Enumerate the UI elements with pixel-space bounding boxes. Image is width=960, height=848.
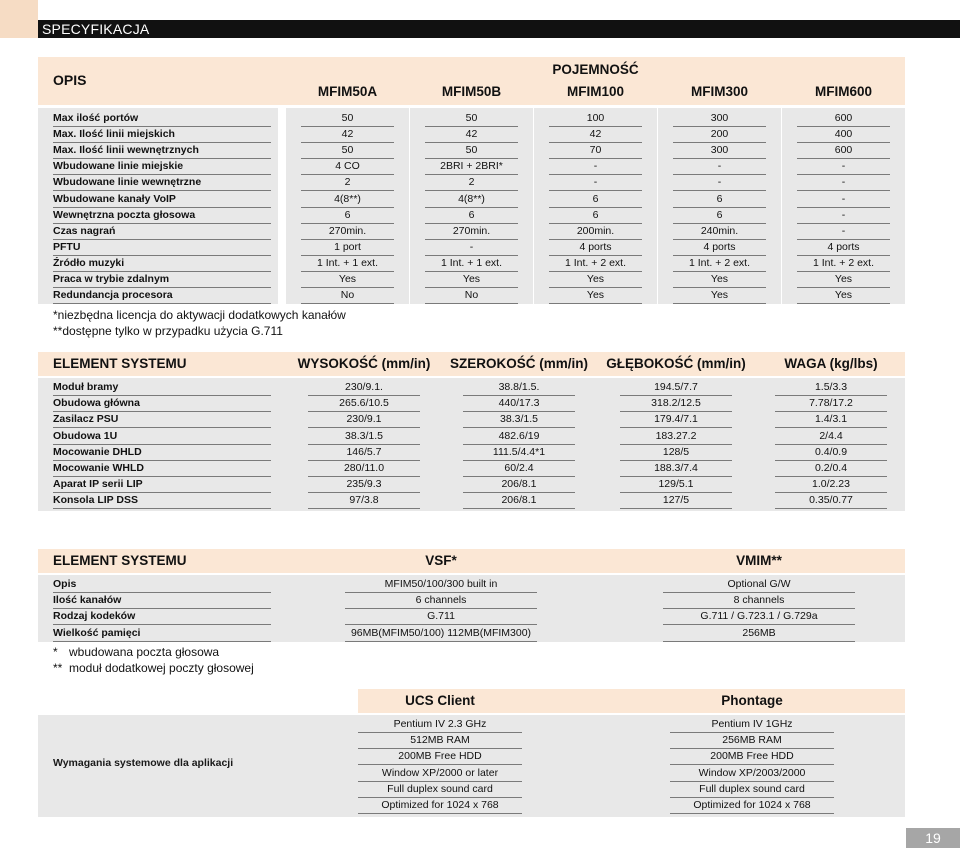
dimension-cell: 7.78/17.2 — [775, 395, 887, 412]
capacity-cell: - — [425, 239, 518, 256]
capacity-row-label: Redundancja procesora — [53, 287, 271, 304]
dimension-cell: 440/17.3 — [463, 395, 575, 412]
capacity-cell: - — [673, 158, 766, 175]
dimension-cell: 230/9.1. — [308, 379, 420, 396]
header-bar — [38, 20, 960, 38]
ucs-client-header: UCS Client — [405, 693, 475, 708]
voicemail-row-label: Rodzaj kodeków — [53, 608, 271, 625]
capacity-row-label: Wewnętrzna poczta głosowa — [53, 207, 271, 224]
model-header-1: MFIM50A — [317, 84, 378, 99]
capacity-cell: 4(8**) — [301, 191, 394, 208]
phontage-requirement: 256MB RAM — [670, 732, 834, 749]
capacity-cell: 4 CO — [301, 158, 394, 175]
capacity-cell: No — [301, 287, 394, 304]
capacity-cell: No — [425, 287, 518, 304]
ucs-requirement: Full duplex sound card — [358, 781, 522, 798]
capacity-cell: Yes — [797, 271, 890, 288]
dimension-cell: 38.3/1.5 — [308, 428, 420, 445]
voicemail-cell: MFIM50/100/300 built in — [345, 576, 537, 593]
phontage-requirement: Optimized for 1024 x 768 — [670, 797, 834, 814]
dimension-row-label: Zasilacz PSU — [53, 411, 271, 428]
capacity-cell: 70 — [549, 142, 642, 159]
capacity-cell: 50 — [301, 142, 394, 159]
capacity-row-label: Wbudowane linie wewnętrzne — [53, 174, 271, 191]
dimension-column-header-2: SZEROKOŚĆ (mm/in) — [449, 356, 588, 371]
capacity-note-2: **dostępne tylko w przypadku użycia G.711 — [53, 324, 283, 338]
capacity-cell: 4(8**) — [425, 191, 518, 208]
capacity-cell: - — [797, 174, 890, 191]
dimension-cell: 1.5/3.3 — [775, 379, 887, 396]
capacity-cell: 2BRI + 2BRI* — [425, 158, 518, 175]
dimension-cell: 146/5.7 — [308, 444, 420, 461]
voicemail-note-mark: ** — [53, 661, 63, 675]
model-header-2: MFIM50B — [441, 84, 502, 99]
capacity-cell: 270min. — [301, 223, 394, 240]
dimension-cell: 0.2/0.4 — [775, 460, 887, 477]
voicemail-cell: Optional G/W — [663, 576, 855, 593]
dimension-row-label: Obudowa 1U — [53, 428, 271, 445]
capacity-cell: 42 — [549, 126, 642, 143]
capacity-cell: 200 — [673, 126, 766, 143]
capacity-cell: 6 — [673, 207, 766, 224]
dimension-cell: 127/5 — [620, 492, 732, 509]
capacity-note-1: *niezbędna licencja do aktywacji dodatkowych kanałów — [53, 308, 346, 322]
dimension-cell: 0.35/0.77 — [775, 492, 887, 509]
voicemail-row-label: Ilość kanałów — [53, 592, 271, 609]
phontage-requirement: Full duplex sound card — [670, 781, 834, 798]
capacity-cell: 300 — [673, 110, 766, 127]
phontage-requirement: 200MB Free HDD — [670, 748, 834, 765]
capacity-cell: - — [797, 158, 890, 175]
capacity-cell: 600 — [797, 142, 890, 159]
capacity-cell: 42 — [301, 126, 394, 143]
capacity-cell: 600 — [797, 110, 890, 127]
dimension-cell: 280/11.0 — [308, 460, 420, 477]
ucs-requirement: 200MB Free HDD — [358, 748, 522, 765]
dimension-cell: 129/5.1 — [620, 476, 732, 493]
voicemail-note-text: wbudowana poczta głosowa — [69, 645, 220, 659]
dimension-cell: 188.3/7.4 — [620, 460, 732, 477]
phontage-header: Phontage — [721, 693, 783, 708]
capacity-cell: 1 port — [301, 239, 394, 256]
voicemail-cell: 6 channels — [345, 592, 537, 609]
capacity-cell: Yes — [673, 287, 766, 304]
dimensions-element-label: ELEMENT SYSTEMU — [53, 356, 187, 371]
capacity-cell: 100 — [549, 110, 642, 127]
dimension-row-label: Moduł bramy — [53, 379, 271, 396]
capacity-cell: 4 ports — [549, 239, 642, 256]
capacity-row-label: Max. Ilość linii wewnętrznych — [53, 142, 271, 159]
dimension-cell: 128/5 — [620, 444, 732, 461]
capacity-row-label: Praca w trybie zdalnym — [53, 271, 271, 288]
ucs-requirement: Window XP/2000 or later — [358, 765, 522, 782]
dimension-column-header-1: WYSOKOŚĆ (mm/in) — [297, 356, 431, 371]
capacity-cell: - — [797, 207, 890, 224]
capacity-cell: 400 — [797, 126, 890, 143]
dimension-cell: 0.4/0.9 — [775, 444, 887, 461]
requirements-row-label: Wymagania systemowe dla aplikacji — [53, 757, 234, 769]
capacity-row-label: Wbudowane kanały VoIP — [53, 191, 271, 208]
dimension-cell: 111.5/4.4*1 — [463, 444, 575, 461]
capacity-cell: 50 — [301, 110, 394, 127]
dimension-cell: 482.6/19 — [463, 428, 575, 445]
dimension-column-header-3: GŁĘBOKOŚĆ (mm/in) — [606, 356, 746, 371]
dimension-cell: 97/3.8 — [308, 492, 420, 509]
capacity-cell: 4 ports — [673, 239, 766, 256]
capacity-cell: Yes — [425, 271, 518, 288]
dimension-cell: 60/2.4 — [463, 460, 575, 477]
dimension-row-label: Mocowanie DHLD — [53, 444, 271, 461]
capacity-cell: 2 — [425, 174, 518, 191]
capacity-cell: 270min. — [425, 223, 518, 240]
capacity-cell: 240min. — [673, 223, 766, 240]
dimension-cell: 235/9.3 — [308, 476, 420, 493]
capacity-cell: Yes — [549, 287, 642, 304]
dimension-cell: 2/4.4 — [775, 428, 887, 445]
model-header-4: MFIM300 — [690, 84, 748, 99]
dimension-row-label: Aparat IP serii LIP — [53, 476, 271, 493]
dimension-cell: 194.5/7.7 — [620, 379, 732, 396]
dimension-cell: 179.4/7.1 — [620, 411, 732, 428]
dimension-cell: 183.27.2 — [620, 428, 732, 445]
capacity-cell: 1 Int. + 1 ext. — [425, 255, 518, 272]
voicemail-row-label: Wielkość pamięci — [53, 625, 271, 642]
voicemail-note-mark: * — [53, 645, 58, 659]
voicemail-element-label: ELEMENT SYSTEMU — [53, 553, 187, 568]
capacity-row-label: Źródło muzyki — [53, 255, 271, 272]
capacity-cell: - — [673, 174, 766, 191]
dimension-column-header-4: WAGA (kg/lbs) — [784, 356, 878, 371]
ucs-requirement: Optimized for 1024 x 768 — [358, 797, 522, 814]
capacity-group-label: POJEMNOŚĆ — [552, 62, 639, 77]
capacity-cell: 6 — [301, 207, 394, 224]
capacity-cell: 4 ports — [797, 239, 890, 256]
capacity-cell: - — [549, 158, 642, 175]
capacity-cell: - — [549, 174, 642, 191]
dimension-cell: 318.2/12.5 — [620, 395, 732, 412]
capacity-cell: 300 — [673, 142, 766, 159]
dimension-cell: 230/9.1 — [308, 411, 420, 428]
capacity-cell: 1 Int. + 2 ext. — [673, 255, 766, 272]
voicemail-note-text: moduł dodatkowej poczty głosowej — [69, 661, 254, 675]
voicemail-cell: 256MB — [663, 625, 855, 642]
voicemail-cell: G.711 / G.723.1 / G.729a — [663, 608, 855, 625]
opis-label: OPIS — [53, 72, 87, 88]
capacity-row-label: Czas nagrań — [53, 223, 271, 240]
capacity-cell: 6 — [425, 207, 518, 224]
ucs-requirement: 512MB RAM — [358, 732, 522, 749]
page-number: 19 — [906, 828, 960, 848]
capacity-cell: Yes — [301, 271, 394, 288]
ucs-requirement: Pentium IV 2.3 GHz — [358, 716, 522, 733]
capacity-cell: 6 — [549, 191, 642, 208]
capacity-cell: - — [797, 223, 890, 240]
dimension-row-label: Mocowanie WHLD — [53, 460, 271, 477]
dimension-cell: 265.6/10.5 — [308, 395, 420, 412]
voicemail-cell: G.711 — [345, 608, 537, 625]
dimension-row-label: Obudowa główna — [53, 395, 271, 412]
header-accent — [0, 0, 38, 38]
capacity-cell: Yes — [673, 271, 766, 288]
capacity-cell: Yes — [797, 287, 890, 304]
voicemail-row-label: Opis — [53, 576, 271, 593]
page-title: SPECYFIKACJA — [42, 21, 150, 37]
dimension-row-label: Konsola LIP DSS — [53, 492, 271, 509]
dimension-cell: 1.4/3.1 — [775, 411, 887, 428]
capacity-cell: Yes — [549, 271, 642, 288]
dimension-cell: 38.3/1.5 — [463, 411, 575, 428]
capacity-row-label: PFTU — [53, 239, 271, 256]
model-header-5: MFIM600 — [814, 84, 872, 99]
phontage-requirement: Pentium IV 1GHz — [670, 716, 834, 733]
dimension-cell: 38.8/1.5. — [463, 379, 575, 396]
capacity-cell: 42 — [425, 126, 518, 143]
capacity-cell: 2 — [301, 174, 394, 191]
capacity-cell: 1 Int. + 1 ext. — [301, 255, 394, 272]
capacity-cell: 50 — [425, 110, 518, 127]
phontage-requirement: Window XP/2003/2000 — [670, 765, 834, 782]
capacity-cell: 200min. — [549, 223, 642, 240]
capacity-cell: 1 Int. + 2 ext. — [797, 255, 890, 272]
capacity-cell: 1 Int. + 2 ext. — [549, 255, 642, 272]
voicemail-cell: 8 channels — [663, 592, 855, 609]
capacity-row-label: Wbudowane linie miejskie — [53, 158, 271, 175]
dimension-cell: 206/8.1 — [463, 492, 575, 509]
capacity-cell: 6 — [673, 191, 766, 208]
voicemail-cell: 96MB(MFIM50/100) 112MB(MFIM300) — [345, 625, 537, 642]
dimension-cell: 206/8.1 — [463, 476, 575, 493]
capacity-cell: - — [797, 191, 890, 208]
capacity-cell: 6 — [549, 207, 642, 224]
voicemail-column-header-2: VMIM** — [736, 553, 782, 568]
capacity-row-label: Max. Ilość linii miejskich — [53, 126, 271, 143]
dimension-cell: 1.0/2.23 — [775, 476, 887, 493]
model-header-3: MFIM100 — [566, 84, 624, 99]
capacity-cell: 50 — [425, 142, 518, 159]
capacity-row-label: Max ilość portów — [53, 110, 271, 127]
voicemail-column-header-1: VSF* — [425, 553, 457, 568]
